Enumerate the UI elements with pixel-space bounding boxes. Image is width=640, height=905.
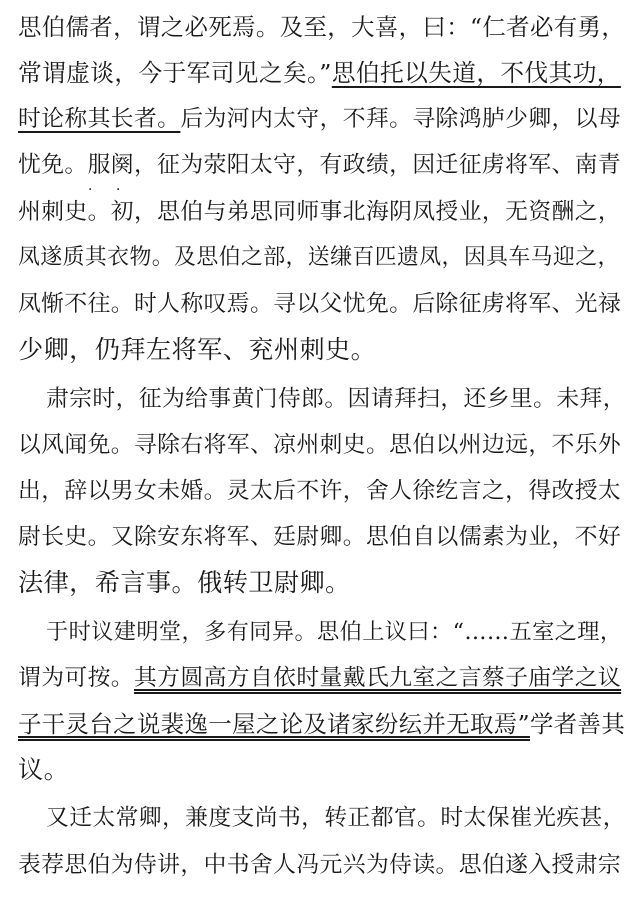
text-line bbox=[18, 522, 621, 552]
text-line bbox=[18, 755, 69, 785]
text-segment: 后为河内太守，不拜。寻除鸿胪少卿，以母 bbox=[180, 106, 622, 132]
text-line bbox=[18, 709, 625, 739]
text-line bbox=[18, 104, 621, 134]
underlined-text: 其方圆高方自依时量戴氏九室之言蔡子庙学之议 bbox=[133, 665, 622, 691]
text-segment: 又迁太常卿，兼度支尚书，转正都官。时太保崔光疾甚， bbox=[46, 805, 626, 831]
text-line bbox=[18, 243, 620, 273]
text-line bbox=[46, 803, 626, 833]
annotation-mark: · bbox=[116, 182, 121, 198]
text-segment: 忧免。服阕，征为荥阳太守，有政绩，因迁征虏将军、南青 bbox=[18, 152, 622, 178]
text-segment: 肃宗时，征为给事黄门侍郎。因请拜扫，还乡里。未拜， bbox=[46, 386, 626, 412]
text-line bbox=[18, 58, 621, 88]
underlined-text: 子干灵台之说裴逸一屋之论及诸家纷纭并无取焉” bbox=[18, 710, 530, 738]
text-line bbox=[18, 150, 621, 180]
text-line bbox=[18, 430, 621, 460]
text-segment: 少卿，仍拜左将军、兖州刺史。 bbox=[18, 335, 377, 364]
annotation-mark: · bbox=[88, 182, 93, 198]
text-line bbox=[18, 12, 625, 42]
text-segment: 出，辞以男女未婚。灵太后不许，舍人徐纥言之，得改授太 bbox=[18, 478, 622, 504]
text-line bbox=[18, 663, 621, 693]
text-segment: 州刺史。初，思伯与弟思同师事北海阴凤授业，无资酬之， bbox=[18, 199, 622, 225]
text-segment: 谓为可按。 bbox=[18, 665, 134, 691]
underlined-text: 思伯托以失道，不伐其功， bbox=[331, 59, 621, 87]
text-segment: 尉长史。又除安东将军、廷尉卿。思伯自以儒素为业，不好 bbox=[18, 524, 622, 550]
text-segment: 学者善其 bbox=[529, 710, 626, 738]
text-segment: 法律，希言事。俄转卫尉卿。 bbox=[18, 568, 351, 597]
text-line bbox=[18, 568, 351, 598]
text-line bbox=[46, 384, 626, 414]
underlined-text: 时论称其长者。 bbox=[18, 106, 181, 132]
text-line bbox=[46, 617, 622, 647]
text-segment: 凤惭不往。时人称叹焉。寻以父忧免。后除征虏将军、光禄 bbox=[18, 291, 622, 317]
text-segment: 表荐思伯为侍讲，中书舍人冯元兴为侍读。思伯遂入授肃宗 bbox=[18, 852, 622, 878]
text-segment: 于时议建明堂，多有同异。思伯上议曰：“……五室之理， bbox=[46, 619, 623, 645]
text-line bbox=[18, 197, 621, 227]
text-line bbox=[18, 476, 621, 506]
text-line bbox=[18, 850, 621, 880]
text-segment: 常谓虚谈，今于军司见之矣。” bbox=[18, 59, 332, 87]
text-segment: 凤遂质其衣物。及思伯之部，送缣百匹遗凤，因具车马迎之， bbox=[18, 245, 620, 270]
text-line bbox=[18, 335, 376, 365]
text-segment: 思伯儒者，谓之必死焉。及至，大喜，曰：“仁者必有勇， bbox=[18, 13, 626, 41]
text-segment: 议。 bbox=[18, 755, 70, 784]
text-line bbox=[18, 289, 621, 319]
text-segment: 以风闻免。寻除右将军、凉州刺史。思伯以州边远，不乐外 bbox=[18, 432, 622, 458]
